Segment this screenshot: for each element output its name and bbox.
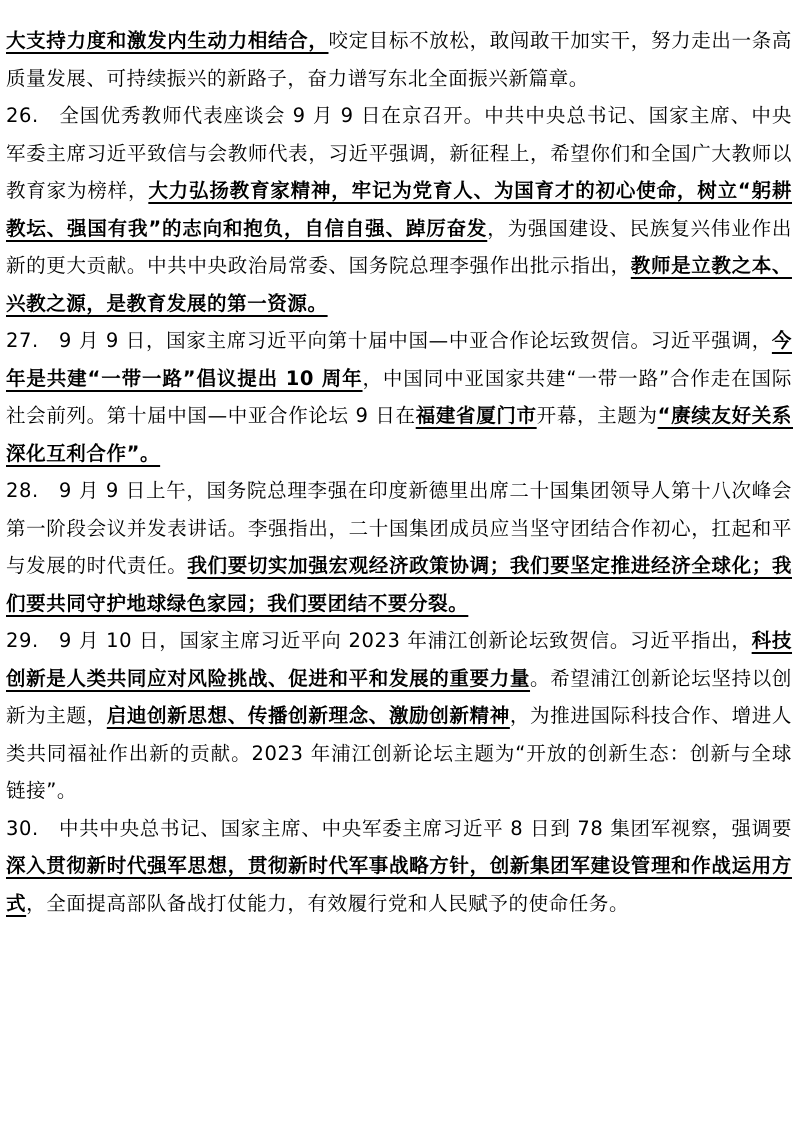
emphasis-text: 科技创新是人类共同应对风险挑战、促进和平和发展的重要力量: [6, 629, 793, 690]
paragraph-p28: [6, 472, 792, 622]
item-number: 27.: [6, 329, 39, 352]
body-text: ，为推进国际科技合作、增进人类共同福祉作出新的贡献。2023 年浦江创新论坛主题为“开放的创新生态：创新与全球链接”。: [6, 704, 792, 802]
body-text: 9 月 9 日上午，国务院总理李强在印度新德里出席二十国集团领导人第十八次峰会第一阶段会议并发表讲话。李强指出，二十国集团成员应当坚守团结合作初心，扛起和平与发展的时代责任。: [6, 479, 792, 577]
body-text: 开幕，主题为: [536, 404, 658, 427]
body-text: 咬定目标不放松，敢闯敢干加实干，努力走出一条高质量发展、可持续振兴的新路子，奋力谱写东北全面振兴新篇章。: [6, 29, 792, 90]
item-number: 30.: [6, 816, 39, 840]
body-text: 9 月 10 日，国家主席习近平向 2023 年浦江创新论坛致贺信。习近平指出，: [58, 629, 752, 652]
emphasis-text: 教师是立教之本、兴教之源，是教育发展的第一资源。: [6, 254, 792, 315]
emphasis-text: 今年是共建“一带一路”倡议提出 10 周年: [6, 329, 792, 390]
emphasis-text: 我们要切实加强宏观经济政策协调；我们要坚定推进经济全球化；我们要共同守护地球绿色家园；我们要团结不要分裂。: [6, 554, 792, 615]
emphasis-text: 启迪创新思想、传播创新理念、激励创新精神: [106, 704, 510, 727]
item-number: 28.: [6, 479, 39, 502]
item-number: 26.: [6, 104, 39, 127]
emphasis-text: 福建省厦门市: [415, 404, 537, 427]
body-text: ，全面提高部队备战打仗能力，有效履行党和人民赋予的使命任务。: [26, 891, 630, 915]
body-text: ，为强国建设、民族复兴伟业作出新的更大贡献。中共中央政治局常委、国务院总理李强作出批示指出，: [6, 216, 792, 277]
paragraph-p25-cont: [6, 22, 792, 97]
paragraph-p30: [6, 810, 792, 923]
paragraph-p29: [6, 622, 792, 810]
body-text: 9 月 9 日，国家主席习近平向第十届中国—中亚合作论坛致贺信。习近平强调，: [58, 329, 772, 352]
body-text: 。希望浦江创新论坛坚持以创新为主题，: [6, 666, 792, 727]
body-text: 全国优秀教师代表座谈会 9 月 9 日在京召开。中共中央总书记、国家主席、中央军委主席习近平致信与会教师代表，习近平强调，新征程上，希望你们和全国广大教师以教育家为榜样，: [6, 104, 792, 202]
emphasis-text: 大力弘扬教育家精神，牢记为党育人、为国育才的初心使命，树立“躬耕教坛、强国有我”的志向和抱负，自信自强、踔厉奋发: [6, 179, 792, 240]
body-text: ，中国同中亚国家共建“一带一路”合作走在国际社会前列。第十届中国—中亚合作论坛 9 日在: [6, 366, 792, 427]
document-page: [6, 22, 792, 922]
item-number: 29.: [6, 629, 39, 652]
emphasis-text: 深入贯彻新时代强军思想，贯彻新时代军事战略方针，创新集团军建设管理和作战运用方式: [6, 854, 792, 915]
emphasis-text: 大支持力度和激发内生动力相结合，: [6, 29, 329, 52]
body-text: 中共中央总书记、国家主席、中央军委主席习近平 8 日到 78 集团军视察，强调要: [58, 816, 792, 840]
paragraph-p27: [6, 322, 792, 472]
emphasis-text: “赓续友好关系 深化互利合作”。: [6, 404, 792, 465]
paragraph-p26: [6, 97, 792, 322]
